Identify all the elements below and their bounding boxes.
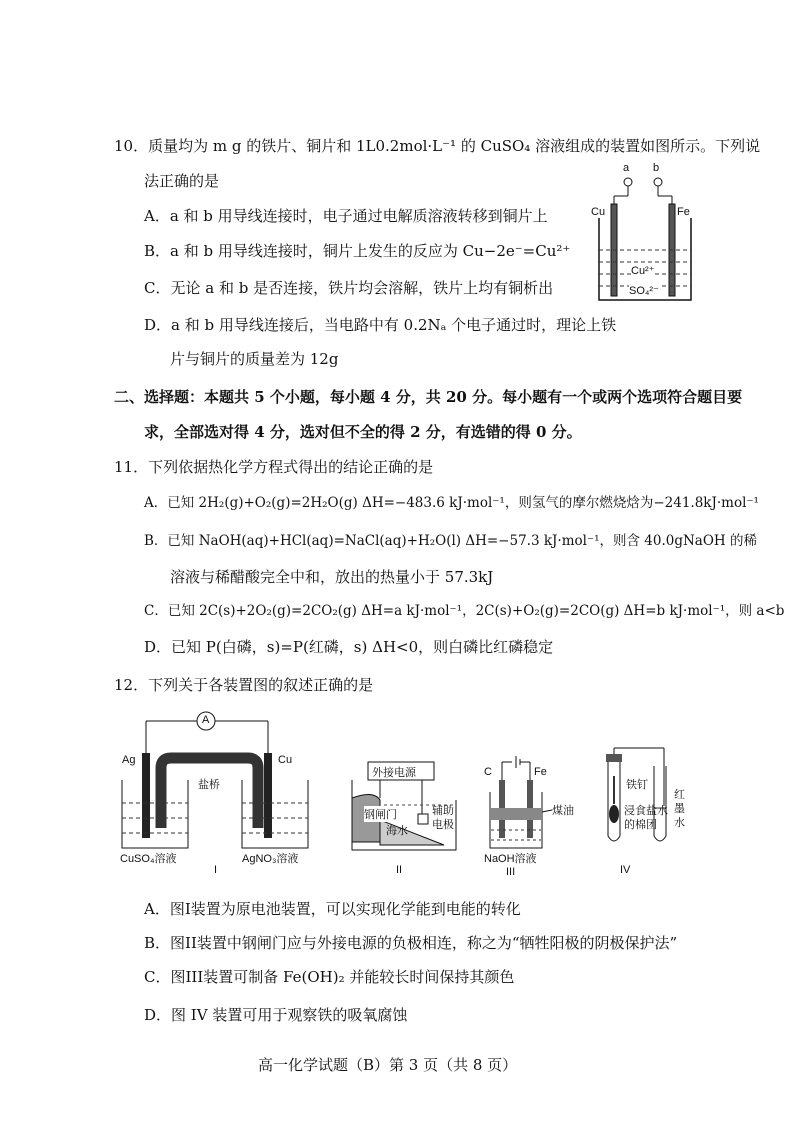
cu-electrode-label: Cu (591, 206, 606, 218)
fig1-salt-bridge-cell (118, 708, 318, 878)
power-supply-label: 外接电源 (372, 767, 416, 779)
terminal-a-label: a (623, 162, 630, 174)
cu-electrode-label: Cu (278, 754, 293, 766)
q10-stem-line2: 法正确的是 (144, 172, 220, 190)
q11-stem: 11．下列依据热化学方程式得出的结论正确的是 (114, 458, 434, 476)
cu-ion-label: Cu²⁺ (631, 265, 655, 277)
iron-nail-label: 铁钉 (626, 779, 648, 791)
naoh-solution-label: NaOH溶液 (484, 853, 537, 865)
carbon-electrode-label: C (484, 766, 492, 778)
fig3-fe-oh2-prep (478, 752, 578, 880)
terminal-b-label: b (653, 162, 660, 174)
sulfate-ion-label: SO₄²⁻ (629, 285, 659, 297)
agno3-solution-label: AgNO₃溶液 (242, 853, 299, 865)
q12-option-d: D．图 IV 装置可用于观察铁的吸氧腐蚀 (144, 1006, 408, 1024)
fig1-number: I (214, 864, 218, 876)
fig3-number: III (506, 866, 516, 878)
auxiliary-label-1: 辅助 (432, 805, 454, 817)
q10-option-a: A．a 和 b 用导线连接时，电子通过电解质溶液转移到铜片上 (144, 207, 548, 225)
q10-option-b: B．a 和 b 用导线连接时，铜片上发生的反应为 Cu−2e⁻=Cu²⁺ (144, 242, 571, 260)
q12-option-b: B．图II装置中钢闸门应与外接电源的负极相连，称之为“牺牲阳极的阴极保护法” (144, 934, 678, 952)
fig2-number: II (396, 864, 403, 876)
red-ink-label-1: 红 (674, 789, 685, 801)
q11-option-b: B．已知 NaOH(aq)+HCl(aq)=NaCl(aq)+H₂O(l) ΔH=−57.3 kJ·mol⁻¹，则含 40.0gNaOH 的稀 (144, 533, 757, 549)
q11-option-a: A．已知 2H₂(g)+O₂(g)=2H₂O(g) ΔH=−483.6 kJ·mol⁻¹，则氢气的摩尔燃烧焓为−241.8kJ·mol⁻¹ (144, 495, 759, 511)
section2-line2: 求，全部选对得 4 分，选对但不全的得 2 分，有选错的得 0 分。 (144, 423, 582, 441)
kerosene-label: 煤油 (552, 805, 574, 817)
q10-stem-line1: 10．质量均为 m g 的铁片、铜片和 1L0.2mol·L⁻¹ 的 CuSO₄ 溶液组成的装置如图所示。下列说 (114, 137, 761, 155)
fe-electrode-label: Fe (534, 766, 547, 778)
q12-option-c: C．图III装置可制备 Fe(OH)₂ 并能较长时间保持其颜色 (144, 968, 515, 986)
q10-option-d: D．a 和 b 用导线连接后，当电路中有 0.2Nₐ 个电子通过时，理论上铁 (144, 316, 617, 334)
section2-line1: 二、选择题：本题共 5 个小题，每小题 4 分，共 20 分。每小题有一个或两个选项符合题目要 (114, 388, 743, 406)
salt-cotton-label-1: 浸食盐水 (624, 805, 668, 817)
salt-cotton-label-2: 的棉团 (624, 819, 657, 831)
seawater-label: 海水 (386, 825, 408, 837)
red-ink-label-3: 水 (674, 817, 685, 829)
red-ink-label-2: 墨 (674, 803, 685, 815)
fig2-cathodic-protection (344, 750, 464, 880)
q10-figure (585, 160, 705, 310)
ag-electrode-label: Ag (122, 754, 136, 766)
q11-option-d: D．已知 P(白磷，s)=P(红磷，s) ΔH<0，则白磷比红磷稳定 (144, 638, 554, 656)
salt-bridge-label: 盐桥 (198, 779, 220, 791)
fe-electrode-label: Fe (677, 206, 690, 218)
fig4-oxygen-corrosion (594, 746, 704, 878)
steel-gate-label: 钢闸门 (364, 806, 397, 822)
cuso4-solution-label: CuSO₄溶液 (120, 853, 177, 865)
auxiliary-label-2: 电极 (432, 819, 454, 831)
q10-option-c: C．无论 a 和 b 是否连接，铁片均会溶解，铁片上均有铜析出 (144, 279, 554, 297)
q12-stem: 12．下列关于各装置图的叙述正确的是 (114, 676, 374, 694)
q10-option-d-cont: 片与铜片的质量差为 12g (170, 350, 339, 368)
q11-option-c: C．已知 2C(s)+2O₂(g)=2CO₂(g) ΔH=a kJ·mol⁻¹，2C(s)+O₂(g)=2CO(g) ΔH=b kJ·mol⁻¹，则 a<b (144, 603, 785, 619)
q11-option-b-cont: 溶液与稀醋酸完全中和，放出的热量小于 57.3kJ (170, 568, 494, 586)
fig4-number: IV (620, 864, 631, 876)
q12-option-a: A．图I装置为原电池装置，可以实现化学能到电能的转化 (144, 900, 521, 918)
page-footer: 高一化学试题（B）第 3 页（共 8 页） (258, 1056, 518, 1074)
ammeter-label: A (202, 714, 210, 726)
